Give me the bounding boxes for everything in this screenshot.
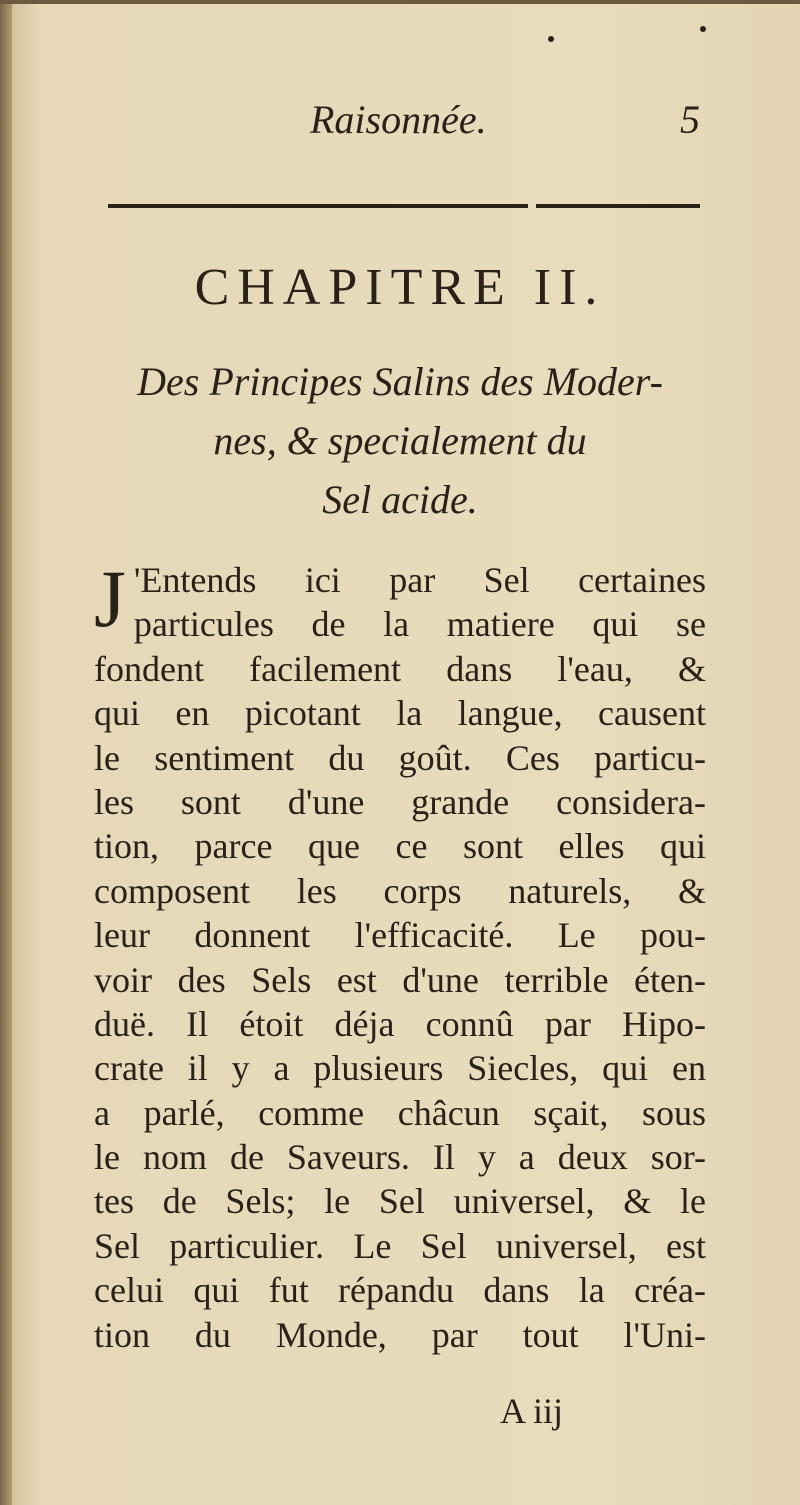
text-line: 'Entends ici par Sel certaines bbox=[133, 560, 706, 600]
subtitle-line: Des Principes Salins des Moder- bbox=[137, 359, 663, 404]
subtitle-line: Sel acide. bbox=[322, 477, 478, 522]
text-line: crate il y a plusieurs Siecles, qui en bbox=[94, 1048, 706, 1089]
text-line: duë. Il étoit déja connû par Hipo- bbox=[94, 1003, 706, 1044]
text-line: celui qui fut répandu dans la créa- bbox=[94, 1270, 706, 1311]
text-line: le sentiment du goût. Ces particu- bbox=[94, 737, 706, 778]
chapter-subtitle bbox=[100, 352, 700, 529]
chapter-title: CHAPITRE II. bbox=[194, 259, 606, 316]
text-line: Sel particulier. Le Sel universel, est bbox=[94, 1225, 706, 1266]
subtitle-line: nes, & specialement du bbox=[213, 418, 587, 463]
running-head: Raisonnée. bbox=[310, 97, 487, 142]
text-line: tion du Monde, par tout l'Uni- bbox=[94, 1314, 706, 1355]
text-line: a parlé, comme châcun sçait, sous bbox=[94, 1092, 706, 1133]
header-rule bbox=[108, 204, 700, 208]
text-line: tes de Sels; le Sel universel, & le bbox=[94, 1181, 706, 1222]
text-line: le nom de Saveurs. Il y a deux sor- bbox=[94, 1137, 706, 1178]
text-line: composent les corps naturels, & bbox=[94, 870, 706, 911]
page-top-edge bbox=[0, 0, 800, 4]
page-gutter bbox=[0, 0, 12, 1505]
text-line: tion, parce que ce sont elles qui bbox=[94, 826, 706, 867]
text-line: particules de la matiere qui se bbox=[133, 604, 706, 645]
text-line: fondent facilement dans l'eau, & bbox=[94, 648, 706, 689]
text-line: voir des Sels est d'une terrible éten- bbox=[94, 959, 706, 1000]
text-line: les sont d'une grande considera- bbox=[94, 781, 706, 822]
drop-capital: J bbox=[94, 553, 126, 644]
text-line: leur donnent l'efficacité. Le pou- bbox=[94, 915, 706, 956]
body-text bbox=[94, 553, 706, 1357]
page-number: 5 bbox=[680, 97, 700, 142]
signature-mark: A iij bbox=[500, 1391, 564, 1431]
text-line: qui en picotant la langue, causent bbox=[94, 693, 706, 734]
ink-speck bbox=[548, 36, 554, 42]
ink-speck bbox=[700, 26, 706, 32]
